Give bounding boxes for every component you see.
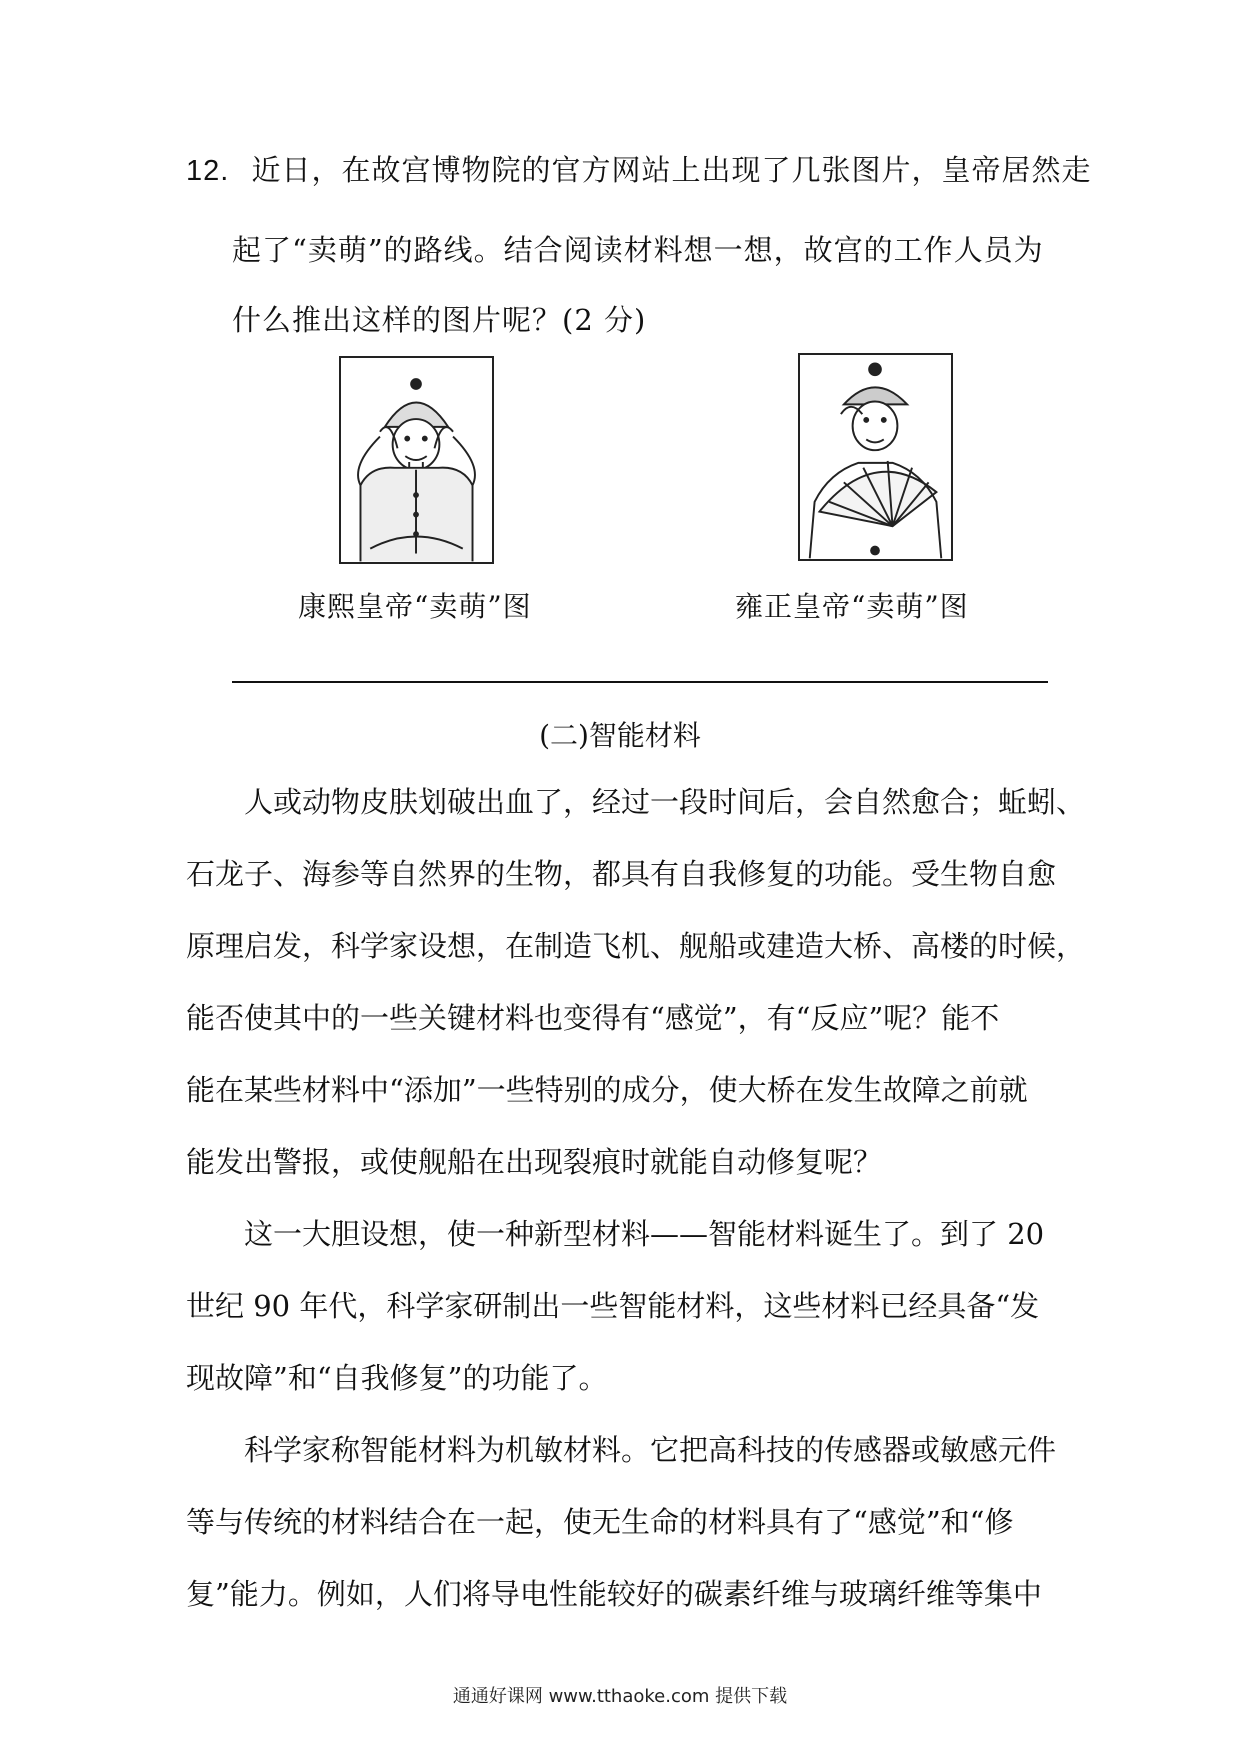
yongzheng-illustration	[798, 353, 953, 561]
passage-line: 原理启发，科学家设想，在制造飞机、舰船或建造大桥、高楼的时候，	[186, 929, 1086, 963]
section-divider	[232, 681, 1048, 683]
passage-line: 复”能力。例如，人们将导电性能较好的碳素纤维与玻璃纤维等集中	[186, 1577, 1042, 1611]
passage-line: 科学家称智能材料为机敏材料。它把高科技的传感器或敏感元件	[186, 1433, 1057, 1467]
passage-line: 现故障”和“自我修复”的功能了。	[186, 1361, 608, 1395]
question-line	[186, 148, 1092, 189]
passage-line: 世纪 90 年代，科学家研制出一些智能材料，这些材料已经具备“发	[186, 1289, 1040, 1323]
question-number: 12.	[186, 155, 230, 187]
question-line: 什么推出这样的图片呢？(2 分)	[232, 303, 647, 337]
question-line: 起了“卖萌”的路线。结合阅读材料想一想，故宫的工作人员为	[232, 233, 1044, 267]
passage-line: 石龙子、海参等自然界的生物，都具有自我修复的功能。受生物自愈	[186, 857, 1057, 891]
figure-caption-yongzheng: 雍正皇帝“卖萌”图	[735, 590, 969, 623]
passage-line: 等与传统的材料结合在一起，使无生命的材料具有了“感觉”和“修	[186, 1505, 1014, 1539]
passage-line: 人或动物皮肤划破出血了，经过一段时间后，会自然愈合；蚯蚓、	[186, 785, 1086, 819]
question-text: 近日，在故宫博物院的官方网站上出现了几张图片，皇帝居然走	[251, 153, 1092, 187]
passage-line: 这一大胆设想，使一种新型材料——智能材料诞生了。到了 20	[186, 1217, 1045, 1251]
figure-caption-kangxi: 康熙皇帝“卖萌”图	[298, 590, 532, 623]
page-footer: 通通好课网 www.tthaoke.com 提供下载	[452, 1686, 788, 1707]
passage-line: 能发出警报，或使舰船在出现裂痕时就能自动修复呢？	[186, 1145, 883, 1179]
section-title: (二)智能材料	[539, 719, 701, 752]
passage-line: 能否使其中的一些关键材料也变得有“感觉”，有“反应”呢？能不	[186, 1001, 1000, 1035]
kangxi-illustration	[339, 356, 494, 564]
passage-line: 能在某些材料中“添加”一些特别的成分，使大桥在发生故障之前就	[186, 1073, 1028, 1107]
